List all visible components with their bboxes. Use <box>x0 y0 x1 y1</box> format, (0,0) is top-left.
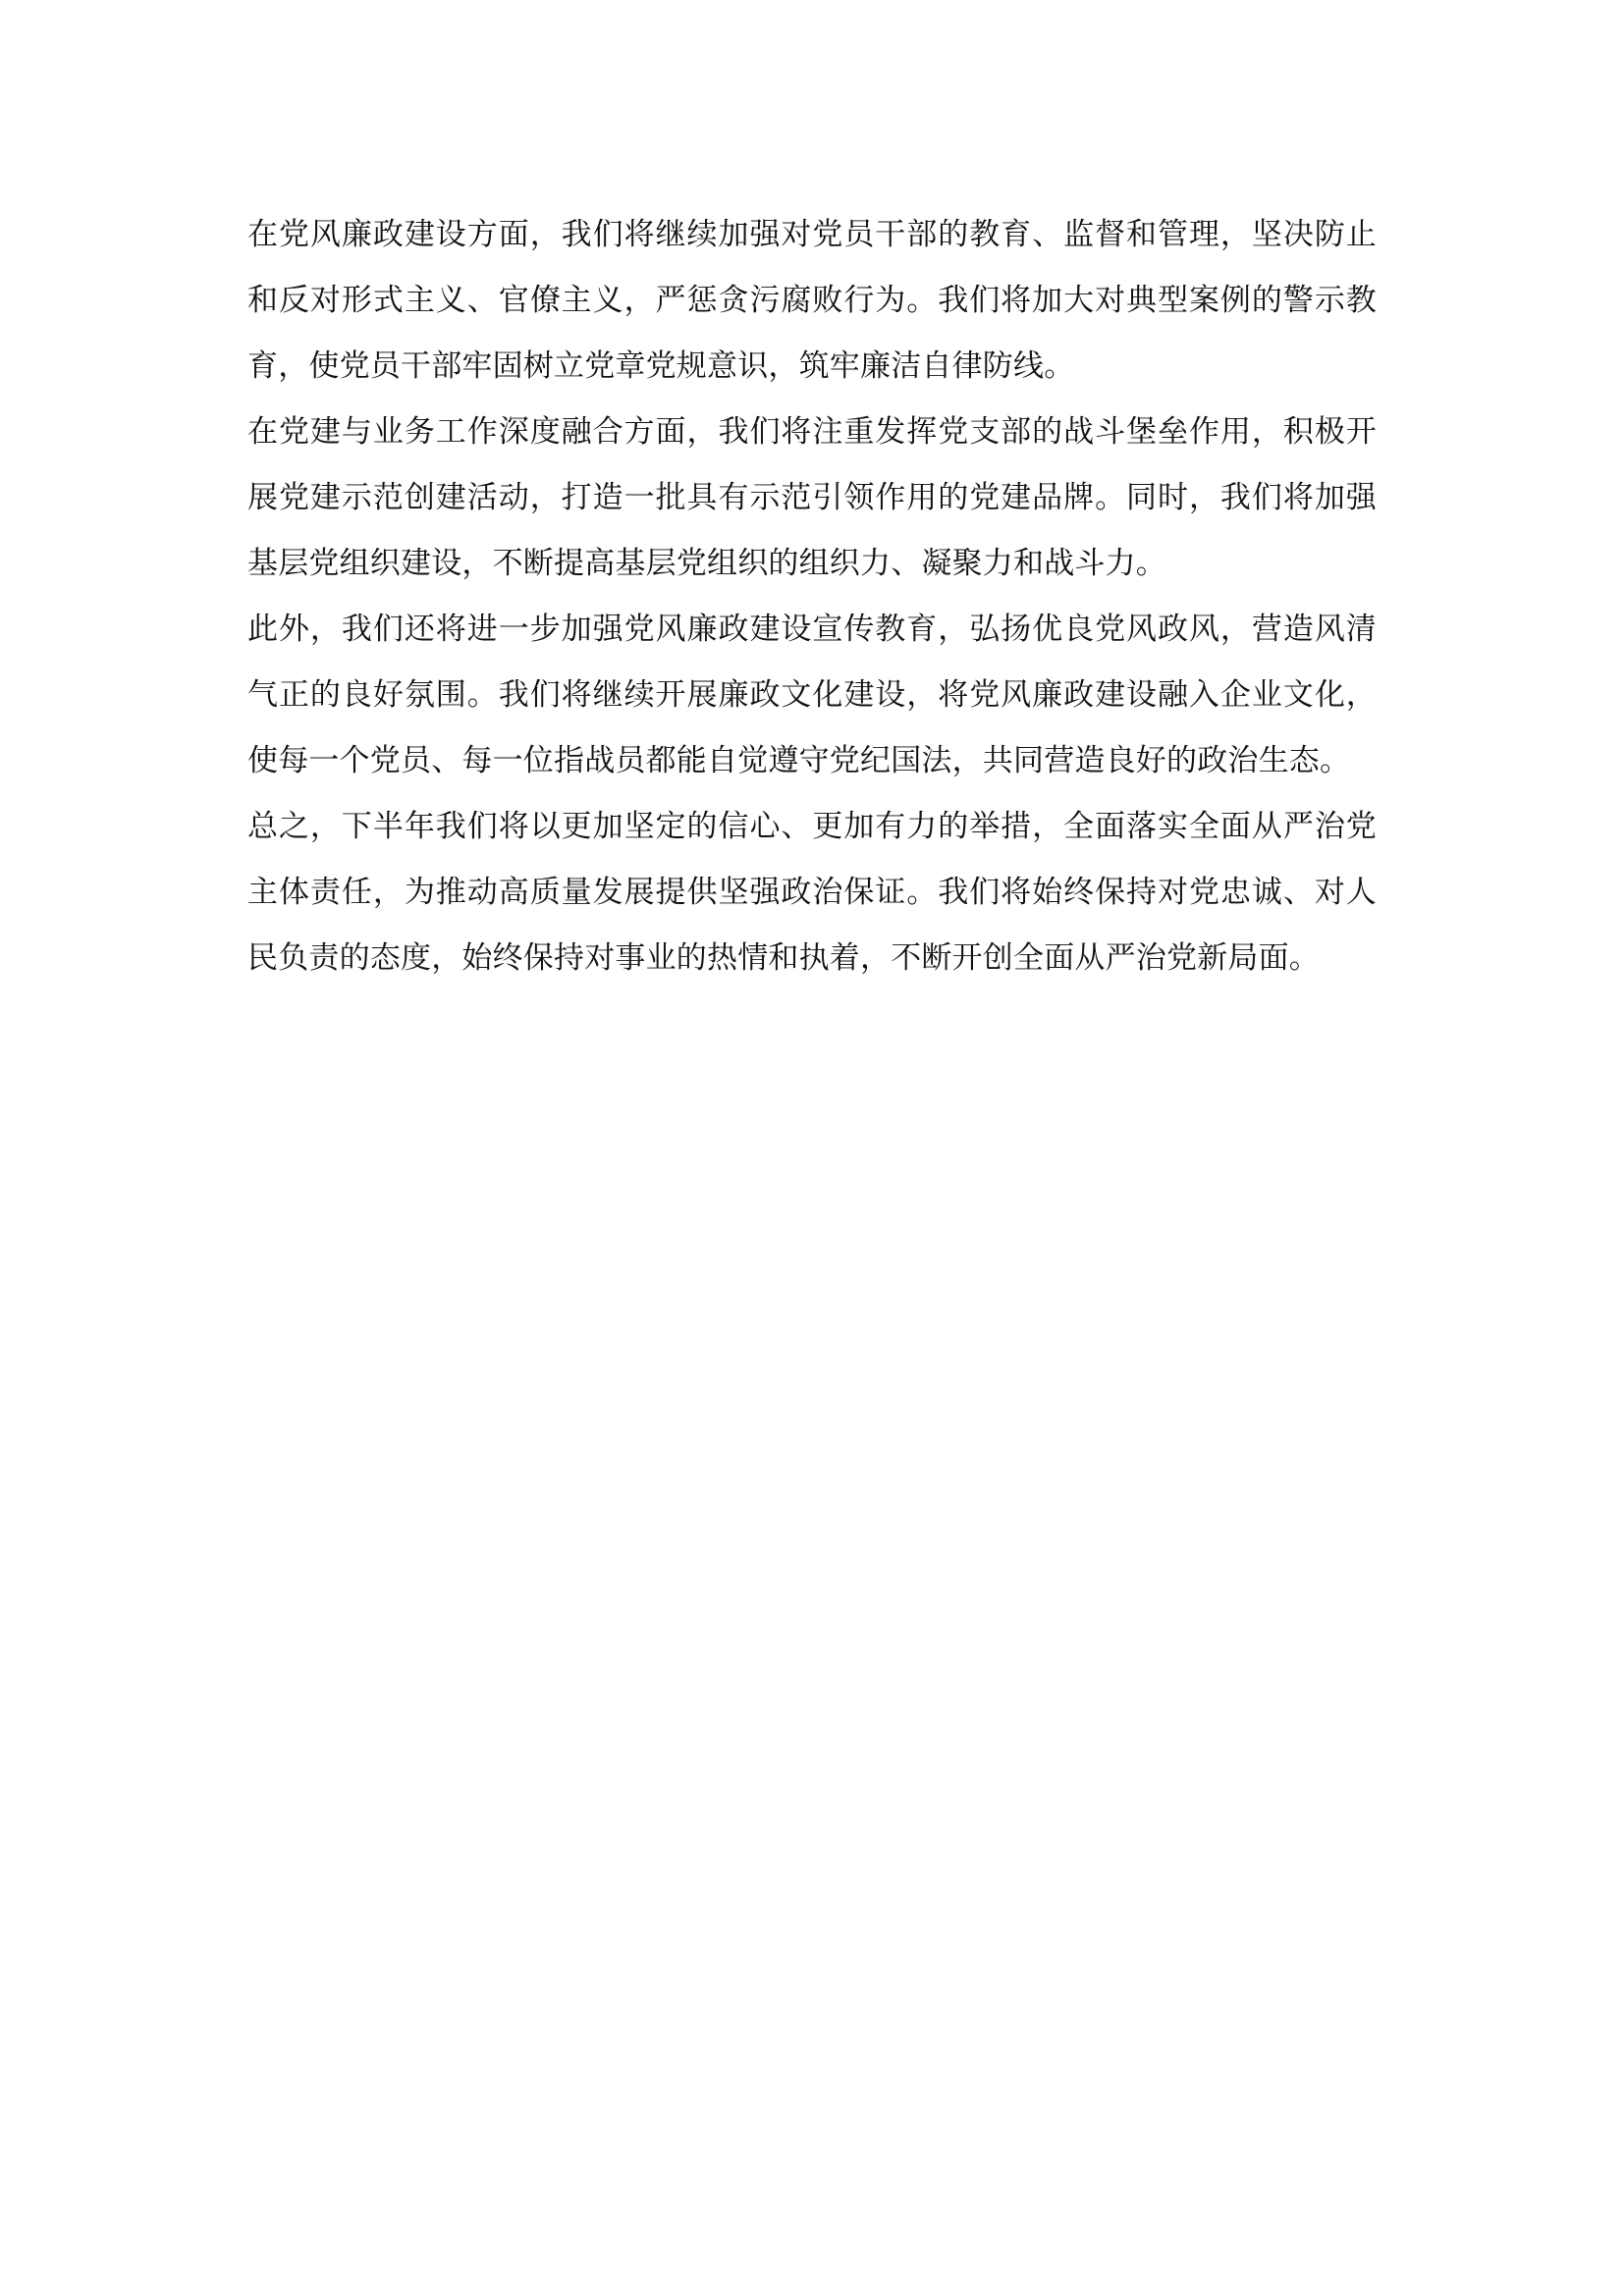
paragraph-publicity-education: 此外，我们还将进一步加强党风廉政建设宣传教育，弘扬优良党风政风，营造风清气正的良好氛围。我们将继续开展廉政文化建设，将党风廉政建设融入企业文化，使每一个党员、每一位指战员都能自觉遵守党纪国法，共同营造良好的政治生态。 <box>247 612 1377 778</box>
paragraph-party-conduct: 在党风廉政建设方面，我们将继续加强对党员干部的教育、监督和管理，坚决防止和反对形式主义、官僚主义，严惩贪污腐败行为。我们将加大对典型案例的警示教育，使党员干部牢固树立党章党规意识，筑牢廉洁自律防线。 <box>247 217 1377 384</box>
paragraph-party-business-integration: 在党建与业务工作深度融合方面，我们将注重发挥党支部的战斗堡垒作用，积极开展党建示范创建活动，打造一批具有示范引领作用的党建品牌。同时，我们将加强基层党组织建设，不断提高基层党组织的组织力、凝聚力和战斗力。 <box>247 414 1377 581</box>
document-body <box>247 202 1377 991</box>
paragraph-conclusion: 总之，下半年我们将以更加坚定的信心、更加有力的举措，全面落实全面从严治党主体责任，为推动高质量发展提供坚强政治保证。我们将始终保持对党忠诚、对人民负责的态度，始终保持对事业的热情和执着，不断开创全面从严治党新局面。 <box>247 809 1377 976</box>
